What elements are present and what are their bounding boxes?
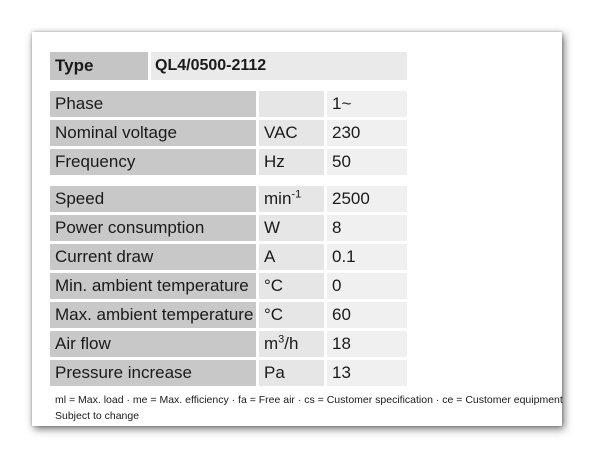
spec-row-min-ambient-temperature [50,273,407,299]
param-unit: Hz [259,149,324,175]
spec-row-power-consumption [50,215,407,241]
spec-row-air-flow [50,331,407,357]
type-row [50,52,407,80]
param-label: Power consumption [50,215,256,241]
param-value: 50 [327,149,407,175]
param-unit [259,91,324,117]
param-value: 8 [327,215,407,241]
electrical-specs-table [50,91,407,175]
type-label: Type [50,52,148,80]
spec-row-nominal-voltage [50,120,407,146]
footnote [55,392,563,424]
param-unit [259,186,324,212]
unit-base: min [264,189,292,208]
unit-superscript: 3 [278,333,285,346]
unit-suffix: /h [284,334,299,353]
param-unit: A [259,244,324,270]
spec-row-speed [50,186,407,212]
spec-row-frequency [50,149,407,175]
param-value: 13 [327,360,407,386]
spec-row-current-draw [50,244,407,270]
param-label: Min. ambient temperature [50,273,256,299]
param-label: Max. ambient temperature [50,302,256,328]
param-value: 18 [327,331,407,357]
param-label: Current draw [50,244,256,270]
type-value: QL4/0500-2112 [151,52,407,80]
param-label: Frequency [50,149,256,175]
spec-row-max-ambient-temperature [50,302,407,328]
param-unit: Pa [259,360,324,386]
unit-base: m [264,334,279,353]
param-unit [259,331,324,357]
param-value: 2500 [327,186,407,212]
param-label: Nominal voltage [50,120,256,146]
param-value: 0 [327,273,407,299]
param-label: Speed [50,186,256,212]
param-value: 230 [327,120,407,146]
param-value: 60 [327,302,407,328]
param-unit: VAC [259,120,324,146]
param-label: Air flow [50,331,256,357]
param-unit: °C [259,273,324,299]
unit-superscript: -1 [291,188,302,201]
spec-row-pressure-increase [50,360,407,386]
param-value: 0.1 [327,244,407,270]
datasheet-card [32,32,562,426]
param-value: 1~ [327,91,407,117]
subject-to-change-note: Subject to change [55,410,140,422]
param-label: Pressure increase [50,360,256,386]
param-unit: W [259,215,324,241]
spec-row-phase [50,91,407,117]
abbreviation-legend: ml = Max. load · me = Max. efficiency · fa = Free air · cs = Customer specification · ce = Customer equipment [55,394,563,406]
param-unit: °C [259,302,324,328]
performance-specs-table [50,186,407,386]
param-label: Phase [50,91,256,117]
